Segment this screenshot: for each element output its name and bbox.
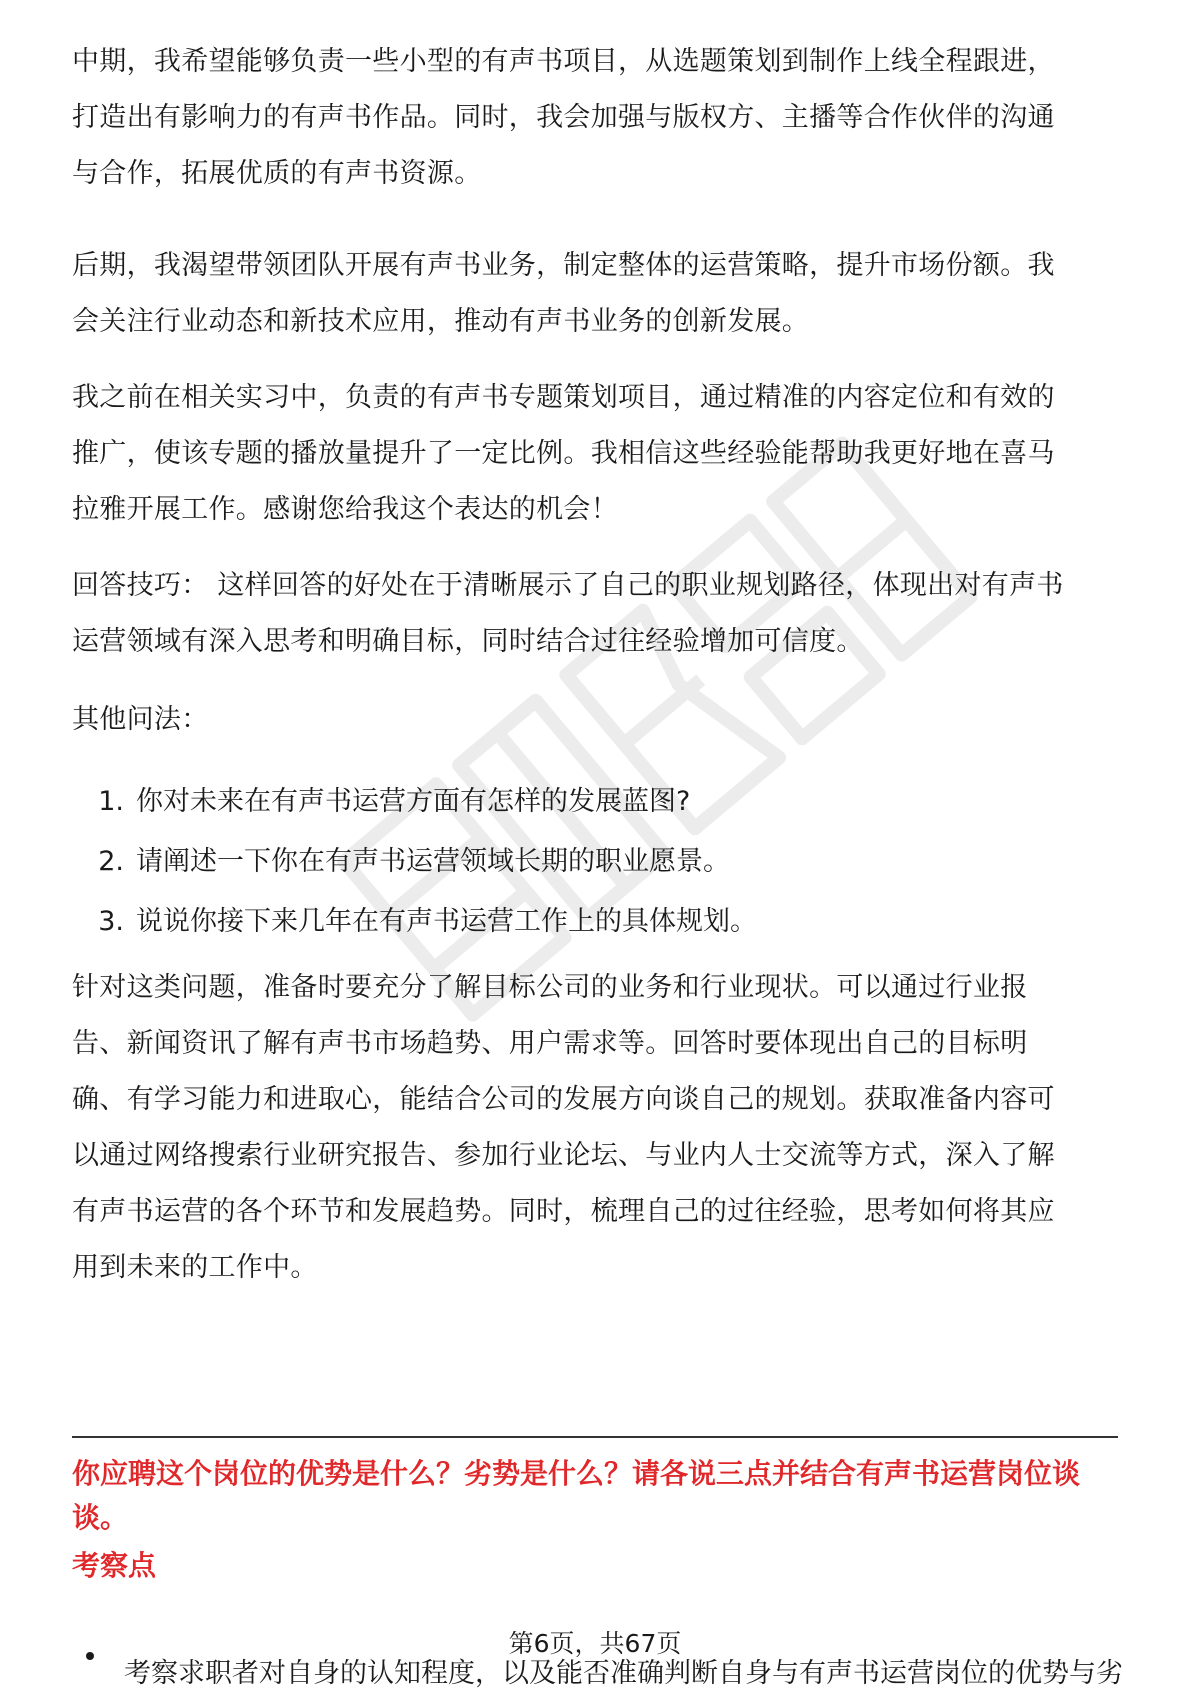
paragraph-experience (72, 370, 1118, 538)
section-divider (72, 1436, 1118, 1438)
list-item-text: 说说你接下来几年在有声书运营工作上的具体规划。 (136, 906, 757, 937)
question-heading (72, 1452, 1118, 1540)
text-line: 我之前在相关实习中，负责的有声书专题策划项目，通过精准的内容定位和有效的 (72, 382, 1055, 413)
text-line: 用到未来的工作中。 (72, 1252, 318, 1283)
text-line: 拉雅开展工作。感谢您给我这个表达的机会！ (72, 494, 618, 525)
paragraph-preparation-advice (72, 960, 1118, 1296)
text-line: 与合作，拓展优质的有声书资源。 (72, 158, 482, 189)
text-line: 其他问法： (72, 704, 209, 735)
text-line: 告、新闻资讯了解有声书市场趋势、用户需求等。回答时要体现出自己的目标明 (72, 1028, 1028, 1059)
text-line: 有声书运营的各个环节和发展趋势。同时，梳理自己的过往经验，思考如何将其应 (72, 1196, 1055, 1227)
text-line: 以通过网络搜索行业研究报告、参加行业论坛、与业内人士交流等方式，深入了解 (72, 1140, 1055, 1171)
list-item-text: 请阐述一下你在有声书运营领域长期的职业愿景。 (136, 846, 730, 877)
text-line: 确、有学习能力和进取心，能结合公司的发展方向谈自己的规划。获取准备内容可 (72, 1084, 1055, 1115)
heading-line: 谈。 (72, 1501, 129, 1534)
section-subtitle: 考察点 (72, 1549, 157, 1582)
list-item (72, 892, 1072, 952)
page-number-label: 第6页，共67页 (503, 1629, 688, 1658)
heading-line: 你应聘这个岗位的优势是什么？劣势是什么？请各说三点并结合有声书运营岗位谈 (72, 1457, 1081, 1490)
text-line: 中期，我希望能够负责一些小型的有声书项目，从选题策划到制作上线全程跟进， (72, 46, 1055, 77)
list-number: 3. (98, 906, 124, 937)
text-line: 推广，使该专题的播放量提升了一定比例。我相信这些经验能帮助我更好地在喜马 (72, 438, 1055, 469)
list-item-text: 你对未来在有声书运营方面有怎样的发展蓝图? (136, 786, 691, 817)
page-number (0, 1624, 1190, 1664)
paragraph-mid-term-plan (72, 34, 1118, 202)
text-line: 运营领域有深入思考和明确目标，同时结合过往经验增加可信度。 (72, 626, 864, 657)
list-item (72, 772, 1072, 832)
text-line: 会关注行业动态和新技术应用，推动有声书业务的创新发展。 (72, 306, 810, 337)
other-questions-list (72, 772, 1072, 952)
list-number: 2. (98, 846, 124, 877)
text-line: 针对这类问题，准备时要充分了解目标公司的业务和行业现状。可以通过行业报 (72, 972, 1028, 1003)
text-line: 打造出有影响力的有声书作品。同时，我会加强与版权方、主播等合作伙伴的沟通 (72, 102, 1055, 133)
list-number: 1. (98, 786, 124, 817)
text-line: 回答技巧： 这样回答的好处在于清晰展示了自己的职业规划路径，体现出对有声书 (72, 570, 1064, 601)
cut-off-text: 考察求职者对自身的认知程度，以及能否准确判断自身与有声书运营岗位的优势与劣 (124, 1658, 1123, 1689)
paragraph-other-questions-label (72, 692, 1118, 748)
paragraph-long-term-plan (72, 238, 1118, 350)
text-line: 后期，我渴望带领团队开展有声书业务，制定整体的运营策略，提升市场份额。我 (72, 250, 1055, 281)
list-item (72, 832, 1072, 892)
paragraph-answer-tips (72, 558, 1118, 670)
